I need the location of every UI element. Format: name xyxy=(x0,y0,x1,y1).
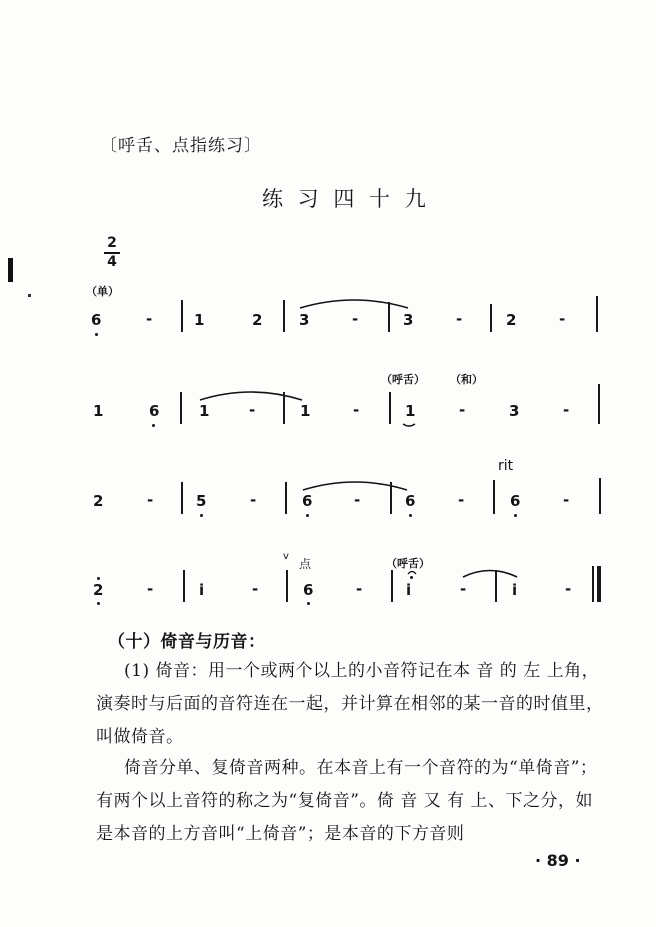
tempo-rit: rit xyxy=(498,458,514,474)
fermata-mark xyxy=(407,569,417,575)
note: 2 xyxy=(93,581,104,599)
barline xyxy=(183,570,185,602)
dash: - xyxy=(565,580,572,598)
octave-dot-low xyxy=(409,514,412,517)
octave-dot-low xyxy=(97,602,100,605)
note: 6 xyxy=(302,492,313,510)
note: 6 xyxy=(149,402,160,420)
note: 6 xyxy=(405,492,416,510)
dash: - xyxy=(563,401,570,419)
dash: - xyxy=(250,491,257,509)
dash: - xyxy=(252,580,259,598)
dash: - xyxy=(352,310,359,328)
dash: - xyxy=(353,401,360,419)
dash: - xyxy=(249,401,256,419)
dash: - xyxy=(460,580,467,598)
note: 2 xyxy=(93,492,104,510)
octave-dot-low xyxy=(95,333,98,336)
barline xyxy=(283,300,285,332)
note: 3 xyxy=(299,311,310,329)
time-signature-top: 2 xyxy=(107,235,117,251)
marking-he: （和） xyxy=(450,373,483,386)
note: i xyxy=(406,581,412,599)
octave-dot-low xyxy=(306,514,309,517)
barline xyxy=(286,570,288,602)
barline xyxy=(599,478,601,514)
note: 6 xyxy=(303,581,314,599)
barline xyxy=(391,570,393,602)
marking-huoshe: （呼舌） xyxy=(386,557,430,570)
tie xyxy=(298,296,410,310)
octave-dot-low xyxy=(152,424,155,427)
marking-dian: 点 xyxy=(299,557,312,571)
note: 1 xyxy=(194,311,205,329)
dash: - xyxy=(563,491,570,509)
time-signature xyxy=(101,236,123,270)
note: 6 xyxy=(510,492,521,510)
barline xyxy=(493,480,495,514)
note: 3 xyxy=(403,311,414,329)
note: 1 xyxy=(405,402,416,420)
final-barline-thin xyxy=(592,566,594,602)
barline xyxy=(285,482,287,514)
dash: - xyxy=(146,310,153,328)
section-header-note: 〔呼舌、点指练习〕 xyxy=(100,136,262,156)
barline xyxy=(180,392,182,424)
dash: - xyxy=(147,580,154,598)
exercise-title: 练 习 四 十 九 xyxy=(262,187,430,211)
note: 2 xyxy=(506,311,517,329)
note: 6 xyxy=(91,311,102,329)
margin-mark xyxy=(8,258,13,282)
octave-dot-high xyxy=(97,577,100,580)
tie xyxy=(461,567,519,579)
paragraph-1: (1) 倚音：用一个或两个以上的小音符记在本 音 的 左 上角，演奏时与后面的音符连在一起，并计算在相邻的某一音的时值里，叫做倚音。 xyxy=(96,661,604,747)
note: 2 xyxy=(252,311,263,329)
barline xyxy=(490,304,492,332)
marking-v: v xyxy=(283,551,289,562)
note: 1 xyxy=(300,402,311,420)
dash: - xyxy=(147,491,154,509)
note: i xyxy=(512,581,518,599)
final-barline-thick xyxy=(597,566,601,602)
dash: - xyxy=(356,580,363,598)
octave-dot-low xyxy=(200,514,203,517)
dash: - xyxy=(456,310,463,328)
dash: - xyxy=(458,491,465,509)
note: 1 xyxy=(199,402,210,420)
dash: - xyxy=(559,310,566,328)
dash: - xyxy=(354,491,361,509)
tie xyxy=(198,388,304,402)
section-heading: （十）倚音与历音： xyxy=(108,632,266,652)
barline xyxy=(283,392,285,424)
note: 5 xyxy=(196,492,207,510)
barline xyxy=(598,384,600,424)
octave-dot-low xyxy=(307,602,310,605)
barline xyxy=(389,392,391,424)
margin-mark xyxy=(28,294,31,297)
mordent-mark xyxy=(402,422,416,428)
time-signature-bottom: 4 xyxy=(107,254,117,270)
marking-huoshe: （呼舌） xyxy=(381,373,425,386)
barline xyxy=(495,570,497,602)
barline xyxy=(388,302,390,332)
barline xyxy=(181,482,183,514)
page-number: · 89 · xyxy=(535,851,581,870)
octave-dot-high xyxy=(410,576,413,579)
barline xyxy=(181,300,183,332)
barline xyxy=(596,296,598,332)
tie xyxy=(301,478,409,492)
octave-dot-low xyxy=(514,514,517,517)
note: 1 xyxy=(93,402,104,420)
note: i xyxy=(199,581,205,599)
barline xyxy=(390,482,392,514)
dash: - xyxy=(459,401,466,419)
note: 3 xyxy=(509,402,520,420)
line1-label: （单） xyxy=(86,285,119,298)
paragraph-2: 倚音分单、复倚音两种。在本音上有一个音符的为“单倚音”；有两个以上音符的称之为“复倚音”。倚 音 又 有 上、下之分，如是本音的上方音叫“上倚音”；是本音的下方音则 xyxy=(96,758,598,844)
